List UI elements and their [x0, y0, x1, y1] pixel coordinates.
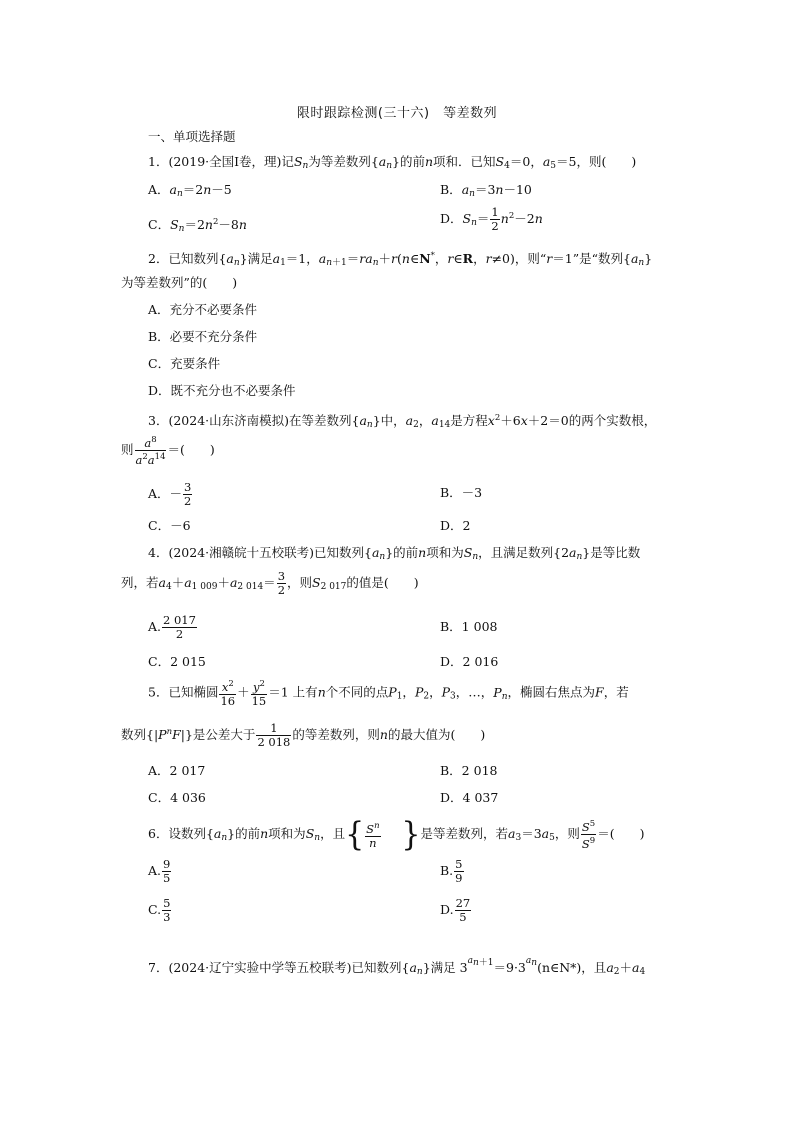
question-3-option-d: D．2 — [440, 518, 471, 533]
question-6-line-1: 6．设数列$\{a_n\}$的前n项和为$S_n$，且{ $\frac{S^n}{n}$ }是等差数列，若$a_3=3a_5$，则 $\frac{S^5}{S^9}$ ＝( ) — [148, 814, 645, 854]
question-3-option-c: C．－6 — [148, 518, 191, 533]
question-2-option-c: C．充要条件 — [148, 356, 221, 371]
question-3-option-a: A．－ $\frac{3}{2}$ — [148, 480, 192, 508]
question-7-line-1: 7．(2024·辽宁实验中学等五校联考)已知数列$\{a_n\}$满足 $3^{a_{n+1}}=9\cdot 3^{a_n}(n\in N*)$，且$a_2+a_4$ — [148, 956, 646, 977]
question-5-option-d: D．4 037 — [440, 790, 499, 805]
question-6-option-c: C. $\frac{5}{3}$ — [148, 896, 171, 924]
question-6-option-d: D. $\frac{27}{5}$ — [440, 896, 471, 924]
question-5-line-1: 5．已知椭圆 $\frac{x^2}{16}$ ＋ $\frac{y^2}{15}$ ＝1 上有n个不同的点$P_1$，$P_2$，$P_3$，…，$P_n$，椭圆右焦点为F，若 — [148, 679, 629, 708]
question-1-stem: 1．(2019·全国Ⅰ卷，理)记$S_n$为等差数列$\{a_n\}$的前n项和．已知$S_4=0$，$a_5=5$，则( ) — [148, 154, 637, 171]
question-4-option-b: B．1 008 — [440, 619, 498, 634]
question-2-line-2: 为等差数列”的( ) — [121, 275, 238, 290]
question-4-option-c: C．2 015 — [148, 654, 206, 669]
question-1-option-a: A．$a_n=2n-5$ — [148, 182, 232, 199]
question-5-option-c: C．4 036 — [148, 790, 206, 805]
question-3-line-2: 则 $\frac{a^8}{a^2a^{14}}$ ＝( ) — [121, 435, 215, 467]
question-1-option-c: C．$S_n=2n^2-8n$ — [148, 217, 247, 234]
question-5-line-2: 数列$\{|P^nF|\}$是公差大于 $\frac{1}{2 018}$ 的等差数列，则n的最大值为( ) — [121, 721, 486, 749]
question-4-line-1: 4．(2024·湘赣皖十五校联考)已知数列$\{a_n\}$的前n项和为$S_n$，且满足数列$\{2a_n\}$是等比数 — [148, 545, 641, 562]
question-4-option-a: A. $\frac{2 017}{2}$ — [148, 613, 196, 641]
page-title: 限时跟踪检测(三十六) 等差数列 — [296, 106, 498, 121]
question-4-option-d: D．2 016 — [440, 654, 499, 669]
question-2-option-b: B．必要不充分条件 — [148, 329, 258, 344]
question-5-option-a: A．2 017 — [148, 763, 206, 778]
question-2-option-a: A．充分不必要条件 — [148, 302, 258, 317]
question-5-option-b: B．2 018 — [440, 763, 498, 778]
question-2-line-1: 2．已知数列$\{a_n\}$满足$a_1=1$，$a_{n+1}=ra_n+r(n\in N^*$，r∈R，r≠0)，则“r＝1”是“数列$\{a_n\}$ — [148, 251, 653, 268]
question-3-line-1: 3．(2024·山东济南模拟)在等差数列$\{a_n\}$中，$a_2$，$a_{14}$是方程$x^2+6x+2=0$的两个实数根， — [148, 413, 657, 430]
question-2-option-d: D．既不充分也不必要条件 — [148, 383, 296, 398]
section-heading: 一、单项选择题 — [148, 129, 236, 144]
question-6-option-b: B. $\frac{5}{9}$ — [440, 857, 463, 885]
question-4-line-2: 列，若$a_4+a_{1 009}+a_{2 014}=$ $\frac{3}{2}$ ，则$S_{2 017}$的值是( ) — [121, 569, 419, 597]
question-1-option-d: D．$S_n=$ $\frac{1}{2}$ $n^2-2n$ — [440, 205, 543, 233]
question-6-option-a: A. $\frac{9}{5}$ — [148, 857, 171, 885]
question-3-option-b: B．－3 — [440, 485, 483, 500]
question-1-option-b: B．$a_n=3n-10$ — [440, 182, 532, 199]
